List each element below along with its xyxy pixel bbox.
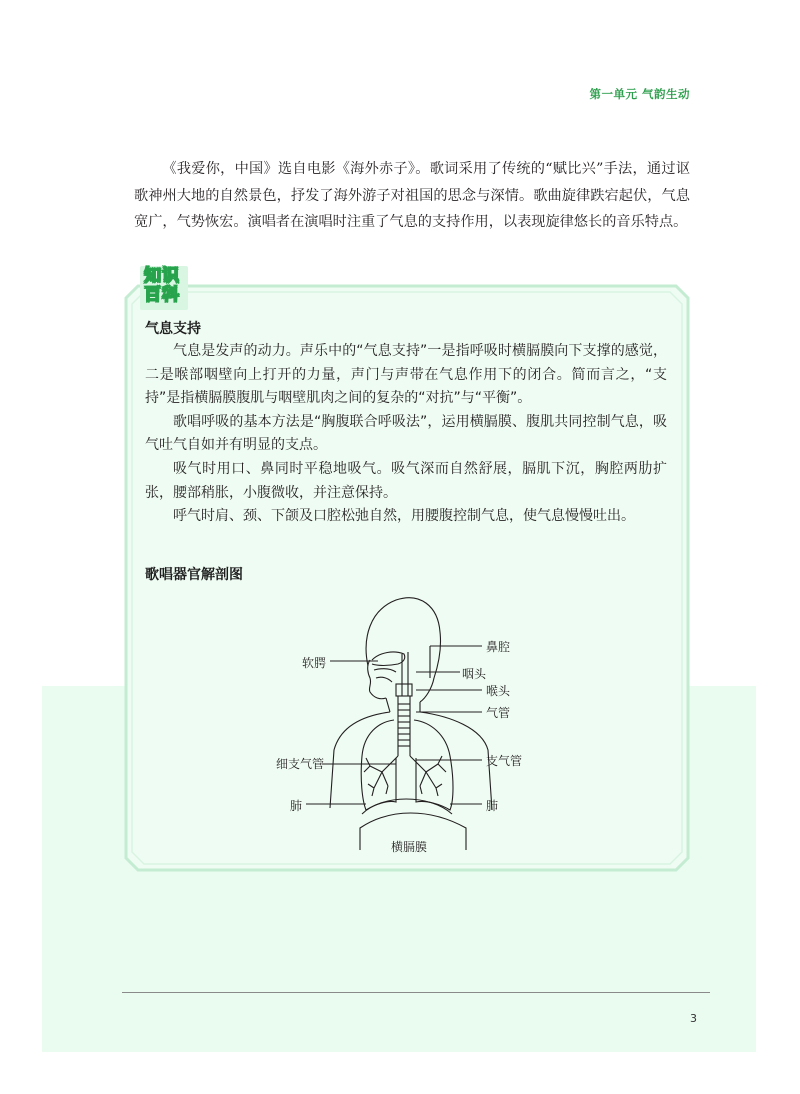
label-bronchiole: 细支气管	[276, 757, 325, 771]
label-pharynx: 咽头	[462, 667, 487, 681]
label-trachea: 气管	[486, 706, 511, 720]
singing-organs-anatomy-diagram	[270, 588, 560, 858]
paragraph-2: 歌唱呼吸的基本方法是“胸腹联合呼吸法”，运用横膈膜、腹肌共同控制气息，吸气吐气自如并有明显的支点。	[145, 413, 667, 454]
label-soft-palate: 软腭	[302, 656, 327, 670]
page-number: 3	[690, 1012, 697, 1025]
breath-support-body	[145, 340, 667, 529]
paragraph-1: 气息是发声的动力。声乐中的“气息支持”一是指呼吸时横膈膜向下支撑的感觉，二是喉部咽壁向上打开的力量，声门与声带在气息作用下的闭合。简而言之，“支持”是指横膈膜腹肌与咽壁肌肉之间的复杂的“对抗”与“平衡”。	[145, 343, 667, 407]
section-title-anatomy: 歌唱器官解剖图	[145, 567, 243, 583]
paragraph-4: 呼气时肩、颈、下颌及口腔松弛自然，用腰腹控制气息，使气息慢慢吐出。	[173, 508, 635, 525]
intro-paragraph	[134, 156, 690, 236]
label-diaphragm: 横膈膜	[391, 840, 428, 854]
label-bronchus: 支气管	[486, 754, 523, 768]
paragraph-3: 吸气时用口、鼻同时平稳地吸气。吸气深而自然舒展，膈肌下沉，胸腔两肋扩张，腰部稍胀，小腹微收，并注意保持。	[145, 460, 667, 501]
unit-header: 第一单元 气韵生动	[589, 87, 690, 101]
badge-line-1: 知识	[144, 266, 180, 286]
label-lung-right: 肺	[486, 799, 499, 813]
label-larynx: 喉头	[486, 684, 511, 698]
badge-line-2: 百科	[144, 285, 180, 305]
intro-text: 《我爱你，中国》选自电影《海外赤子》。歌词采用了传统的“赋比兴”手法，通过讴歌神州大地的自然景色，抒发了海外游子对祖国的思念与深情。歌曲旋律跌宕起伏，气息宽广，气势恢宏。演唱者在演唱时注重了气息的支持作用，以表现旋律悠长的音乐特点。	[134, 161, 690, 230]
label-lung-left: 肺	[290, 799, 303, 813]
knowledge-badge	[144, 267, 188, 305]
footer-divider	[122, 992, 710, 993]
label-nasal-cavity: 鼻腔	[486, 640, 511, 654]
section-title-breath-support: 气息支持	[145, 321, 201, 337]
